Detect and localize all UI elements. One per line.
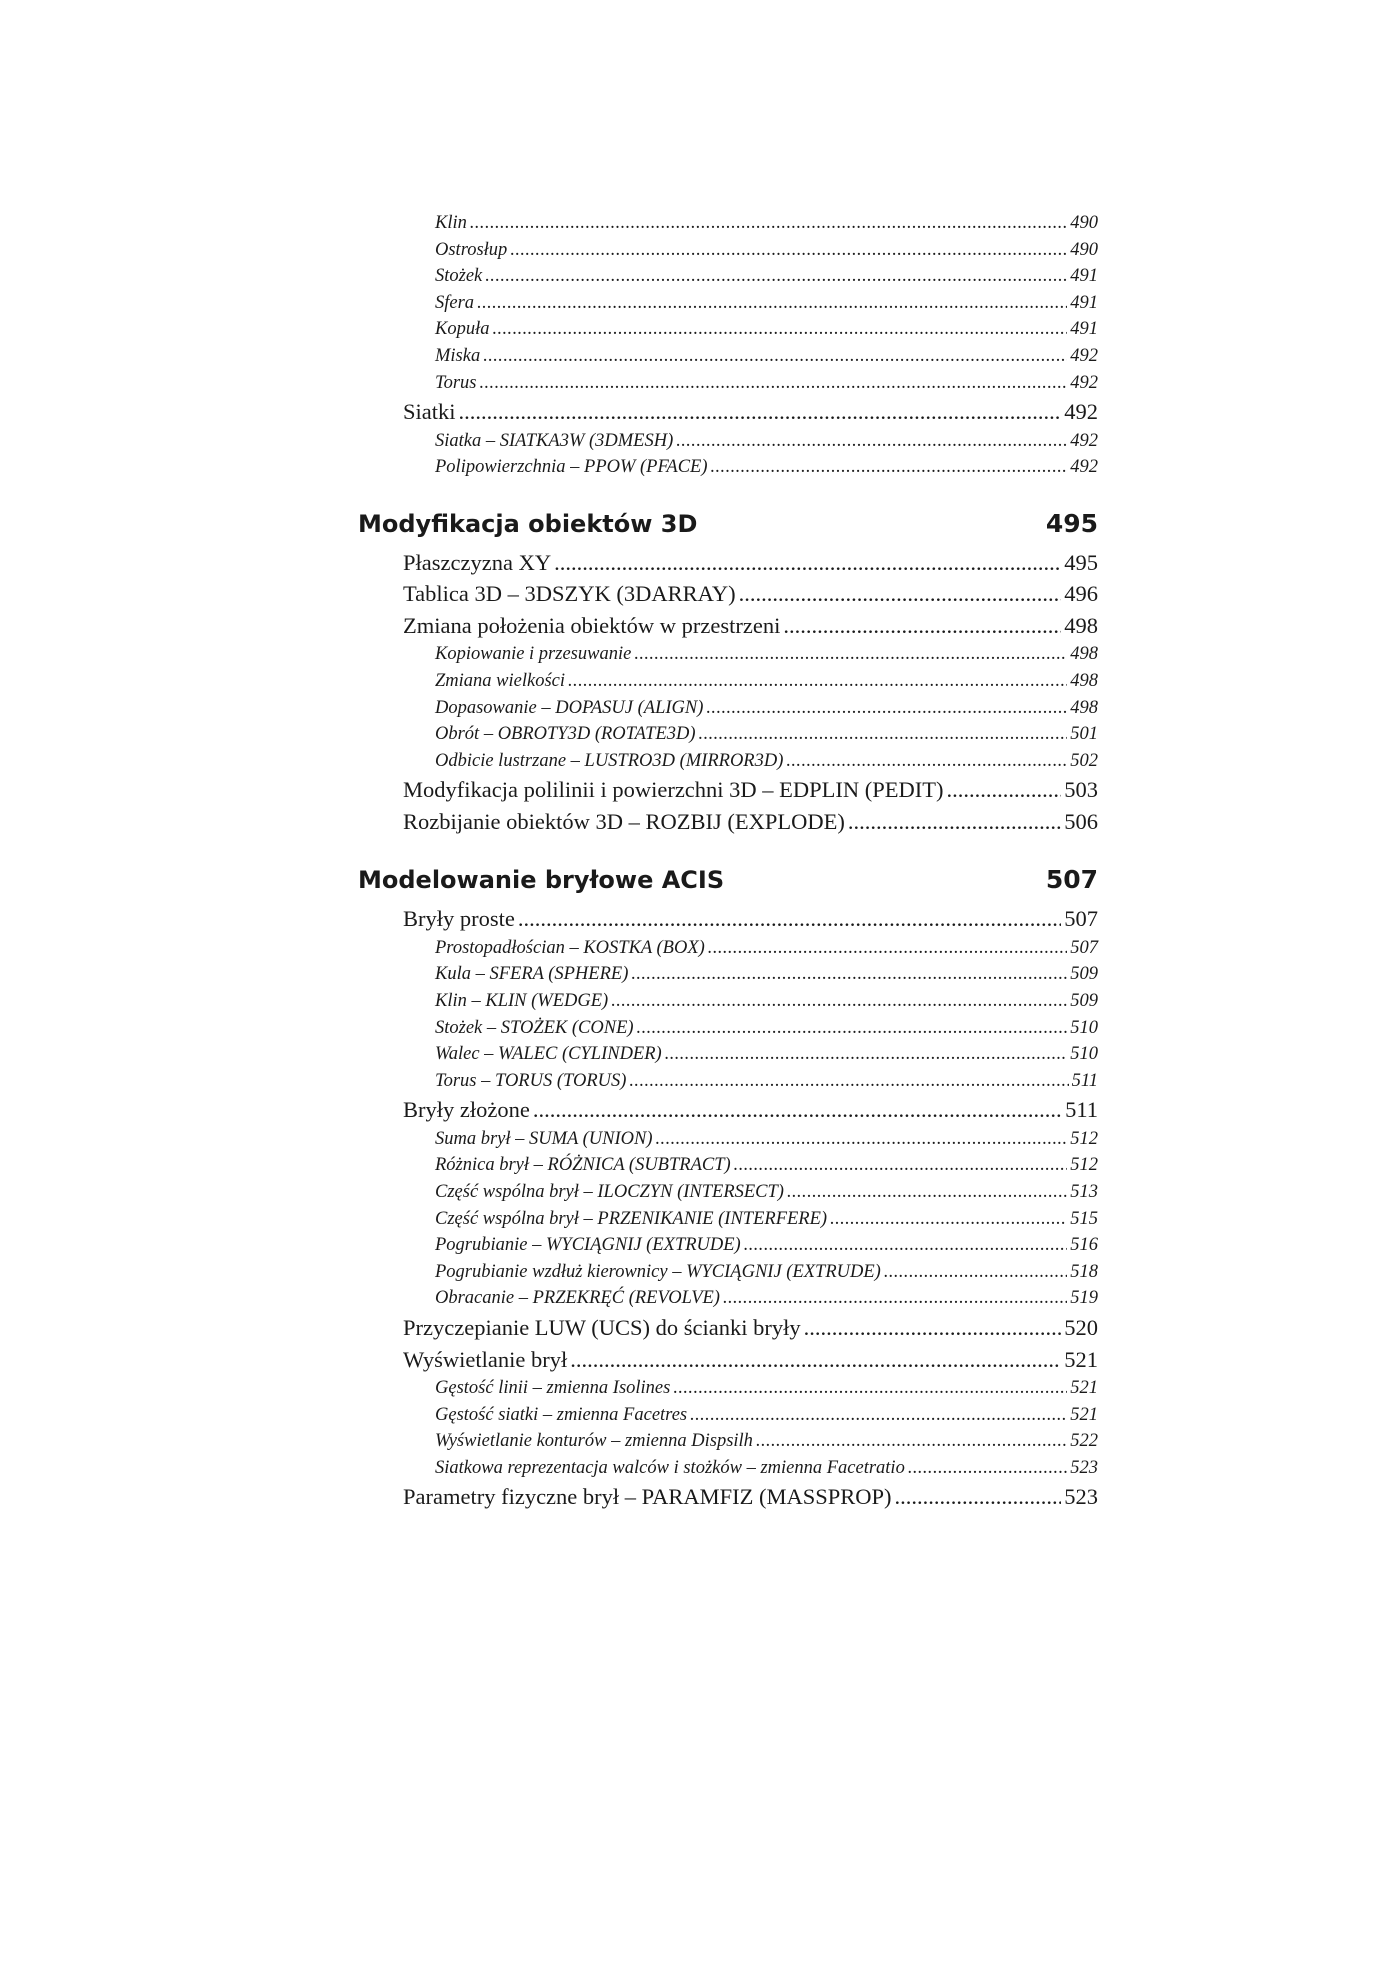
dot-leader: [830, 1206, 1067, 1233]
table-of-contents: [358, 210, 1098, 1513]
dot-leader: [711, 454, 1068, 481]
entry-page-number: 518: [1070, 1261, 1098, 1282]
entry-page-number: 503: [1064, 777, 1098, 803]
toc-section-entry[interactable]: [358, 1481, 1098, 1513]
entry-title: Gęstość linii – zmienna Isolines: [435, 1378, 671, 1399]
toc-subsection-entry[interactable]: [358, 316, 1098, 343]
toc-subsection-entry[interactable]: [358, 695, 1098, 722]
toc-section-entry[interactable]: [358, 774, 1098, 806]
toc-subsection-entry[interactable]: [358, 935, 1098, 962]
dot-leader: [570, 1344, 1061, 1376]
entry-page-number: 501: [1070, 724, 1098, 745]
toc-section-entry[interactable]: [358, 1094, 1098, 1126]
entry-title: Klin: [435, 213, 467, 233]
entry-page-number: 490: [1070, 213, 1098, 233]
toc-section-entry[interactable]: [358, 610, 1098, 642]
toc-section-entry[interactable]: [358, 1312, 1098, 1344]
toc-subsection-entry[interactable]: [358, 210, 1098, 237]
entry-page-number: 521: [1070, 1404, 1098, 1425]
dot-leader: [656, 1126, 1068, 1153]
toc-section-entry[interactable]: [358, 396, 1098, 428]
entry-page-number: 492: [1070, 457, 1098, 478]
dot-leader: [786, 748, 1067, 775]
chapter-heading: [358, 863, 1098, 897]
entry-page-number: 509: [1070, 964, 1098, 985]
entry-title: Kopiowanie i przesuwanie: [435, 644, 632, 665]
entry-title: Wyświetlanie konturów – zmienna Dispsilh: [435, 1431, 753, 1452]
chapter-title: Modyfikacja obiektów 3D: [358, 509, 698, 538]
dot-leader: [485, 263, 1067, 290]
entry-title: Dopasowanie – DOPASUJ (ALIGN): [435, 697, 704, 718]
dot-leader: [676, 428, 1067, 455]
toc-subsection-entry[interactable]: [358, 961, 1098, 988]
toc-subsection-entry[interactable]: [358, 1285, 1098, 1312]
dot-leader: [708, 935, 1067, 962]
toc-subsection-entry[interactable]: [358, 1041, 1098, 1068]
entry-page-number: 519: [1070, 1288, 1098, 1309]
entry-title: Przyczepianie LUW (UCS) do ścianki bryły: [403, 1315, 801, 1341]
chapter-heading: [358, 507, 1098, 541]
entry-page-number: 492: [1070, 372, 1098, 393]
entry-title: Torus: [435, 372, 477, 393]
dot-leader: [706, 695, 1067, 722]
entry-title: Obrót – OBROTY3D (ROTATE3D): [435, 724, 696, 745]
entry-page-number: 498: [1070, 644, 1098, 665]
dot-leader: [611, 988, 1067, 1015]
entry-page-number: 515: [1070, 1208, 1098, 1229]
entry-page-number: 510: [1070, 1044, 1098, 1065]
dot-leader: [568, 668, 1067, 695]
entry-title: Płaszczyzna XY: [403, 549, 552, 575]
entry-page-number: 492: [1064, 399, 1098, 425]
toc-subsection-entry[interactable]: [358, 343, 1098, 370]
entry-page-number: 495: [1064, 549, 1098, 575]
entry-page-number: 522: [1070, 1431, 1098, 1452]
dot-leader: [665, 1041, 1068, 1068]
dot-leader: [518, 903, 1061, 935]
entry-title: Prostopadłościan – KOSTKA (BOX): [435, 937, 705, 958]
entry-page-number: 491: [1070, 292, 1098, 313]
entry-title: Siatki: [403, 399, 456, 425]
dot-leader: [470, 210, 1067, 237]
entry-page-number: 520: [1064, 1315, 1098, 1341]
dot-leader: [629, 1068, 1068, 1095]
toc-section-entry[interactable]: [358, 547, 1098, 579]
dot-leader: [690, 1402, 1067, 1429]
chapter-page-number: 495: [1045, 508, 1098, 538]
dot-leader: [699, 721, 1068, 748]
entry-page-number: 511: [1071, 1070, 1098, 1091]
entry-page-number: 498: [1070, 670, 1098, 691]
dot-leader: [477, 290, 1067, 317]
entry-title: Wyświetlanie brył: [403, 1346, 568, 1372]
entry-title: Bryły złożone: [403, 1097, 530, 1123]
entry-page-number: 492: [1070, 430, 1098, 451]
entry-page-number: 491: [1070, 266, 1098, 287]
entry-title: Ostrosłup: [435, 239, 508, 260]
toc-section-entry[interactable]: [358, 903, 1098, 935]
dot-leader: [884, 1259, 1067, 1286]
entry-title: Siatka – SIATKA3W (3DMESH): [435, 430, 674, 451]
toc-subsection-entry[interactable]: [358, 1375, 1098, 1402]
entry-title: Kopuła: [435, 319, 490, 340]
entry-title: Parametry fizyczne brył – PARAMFIZ (MASSPROP): [403, 1484, 892, 1510]
toc-subsection-entry[interactable]: [358, 721, 1098, 748]
toc-subsection-entry[interactable]: [358, 454, 1098, 481]
entry-page-number: 491: [1070, 319, 1098, 340]
dot-leader: [895, 1481, 1062, 1513]
entry-title: Zmiana położenia obiektów w przestrzeni: [403, 612, 781, 638]
entry-page-number: 521: [1070, 1378, 1098, 1399]
toc-subsection-entry[interactable]: [358, 1232, 1098, 1259]
dot-leader: [756, 1428, 1067, 1455]
chapter-title: Modelowanie bryłowe ACIS: [358, 866, 725, 895]
entry-page-number: 502: [1070, 750, 1098, 771]
entry-page-number: 498: [1070, 697, 1098, 718]
entry-title: Klin – KLIN (WEDGE): [435, 991, 609, 1011]
entry-title: Rozbijanie obiektów 3D – ROZBIJ (EXPLODE): [403, 808, 845, 834]
toc-section-entry[interactable]: [358, 578, 1098, 610]
dot-leader: [459, 396, 1062, 428]
dot-leader: [804, 1312, 1062, 1344]
chapter-page-number: 507: [1045, 865, 1098, 895]
entry-page-number: 512: [1070, 1128, 1098, 1149]
entry-page-number: 511: [1065, 1097, 1098, 1123]
entry-title: Torus – TORUS (TORUS): [435, 1070, 627, 1091]
entry-title: Polipowierzchnia – PPOW (PFACE): [435, 457, 708, 478]
toc-subsection-entry[interactable]: [358, 988, 1098, 1015]
entry-title: Gęstość siatki – zmienna Facetres: [435, 1404, 688, 1425]
entry-page-number: 523: [1070, 1457, 1098, 1478]
toc-section-entry[interactable]: [358, 1344, 1098, 1376]
toc-subsection-entry[interactable]: [358, 1152, 1098, 1179]
toc-subsection-entry[interactable]: [358, 1179, 1098, 1206]
dot-leader: [483, 343, 1067, 370]
dot-leader: [908, 1455, 1067, 1482]
dot-leader: [723, 1285, 1067, 1312]
entry-title: Kula – SFERA (SPHERE): [435, 964, 629, 985]
toc-subsection-entry[interactable]: [358, 1015, 1098, 1042]
toc-subsection-entry[interactable]: [358, 1259, 1098, 1286]
toc-subsection-entry[interactable]: [358, 1428, 1098, 1455]
entry-page-number: 512: [1070, 1155, 1098, 1176]
dot-leader: [734, 1152, 1068, 1179]
entry-title: Obracanie – PRZEKRĘĆ (REVOLVE): [435, 1288, 720, 1309]
toc-subsection-entry[interactable]: [358, 370, 1098, 397]
entry-title: Różnica brył – RÓŻNICA (SUBTRACT): [435, 1155, 731, 1176]
entry-title: Odbicie lustrzane – LUSTRO3D (MIRROR3D): [435, 750, 784, 771]
entry-title: Część wspólna brył – PRZENIKANIE (INTERFERE): [435, 1208, 828, 1229]
entry-title: Walec – WALEC (CYLINDER): [435, 1044, 662, 1065]
entry-title: Stożek – STOŻEK (CONE): [435, 1017, 634, 1038]
entry-title: Pogrubianie – WYCIĄGNIJ (EXTRUDE): [435, 1235, 741, 1256]
toc-subsection-entry[interactable]: [358, 1402, 1098, 1429]
toc-subsection-entry[interactable]: [358, 428, 1098, 455]
entry-page-number: 507: [1070, 937, 1098, 958]
dot-leader: [739, 578, 1062, 610]
dot-leader: [480, 370, 1068, 397]
toc-subsection-entry[interactable]: [358, 1206, 1098, 1233]
entry-page-number: 510: [1070, 1017, 1098, 1038]
toc-subsection-entry[interactable]: [358, 237, 1098, 264]
toc-subsection-entry[interactable]: [358, 1126, 1098, 1153]
entry-title: Suma brył – SUMA (UNION): [435, 1128, 653, 1149]
entry-page-number: 496: [1064, 581, 1098, 607]
entry-title: Tablica 3D – 3DSZYK (3DARRAY): [403, 581, 736, 607]
entry-page-number: 523: [1064, 1484, 1098, 1510]
dot-leader: [631, 961, 1067, 988]
dot-leader: [787, 1179, 1067, 1206]
dot-leader: [634, 641, 1067, 668]
entry-title: Sfera: [435, 292, 475, 313]
dot-leader: [947, 774, 1062, 806]
entry-title: Zmiana wielkości: [435, 670, 566, 691]
entry-title: Część wspólna brył – ILOCZYN (INTERSECT): [435, 1182, 784, 1203]
dot-leader: [554, 547, 1061, 579]
entry-page-number: 509: [1070, 991, 1098, 1011]
entry-title: Stożek: [435, 266, 483, 287]
entry-page-number: 490: [1070, 239, 1098, 260]
dot-leader: [510, 237, 1067, 264]
entry-title: Pogrubianie wzdłuż kierownicy – WYCIĄGNIJ (EXTRUDE): [435, 1261, 881, 1282]
dot-leader: [637, 1015, 1068, 1042]
entry-page-number: 492: [1070, 345, 1098, 366]
toc-subsection-entry[interactable]: [358, 290, 1098, 317]
entry-page-number: 521: [1064, 1346, 1098, 1372]
entry-page-number: 498: [1064, 612, 1098, 638]
dot-leader: [673, 1375, 1067, 1402]
toc-subsection-entry[interactable]: [358, 668, 1098, 695]
entry-page-number: 507: [1064, 906, 1098, 932]
toc-subsection-entry[interactable]: [358, 263, 1098, 290]
dot-leader: [848, 806, 1061, 838]
entry-page-number: 516: [1070, 1235, 1098, 1256]
toc-subsection-entry[interactable]: [358, 1455, 1098, 1482]
entry-title: Miska: [435, 345, 481, 366]
entry-page-number: 506: [1064, 808, 1098, 834]
dot-leader: [492, 316, 1067, 343]
entry-title: Bryły proste: [403, 906, 515, 932]
entry-page-number: 513: [1070, 1182, 1098, 1203]
toc-subsection-entry[interactable]: [358, 641, 1098, 668]
dot-leader: [783, 610, 1061, 642]
dot-leader: [744, 1232, 1068, 1259]
dot-leader: [533, 1094, 1062, 1126]
entry-title: Siatkowa reprezentacja walców i stożków – zmienna Facetratio: [435, 1457, 905, 1478]
toc-subsection-entry[interactable]: [358, 1068, 1098, 1095]
entry-title: Modyfikacja polilinii i powierzchni 3D – EDPLIN (PEDIT): [403, 777, 944, 803]
toc-section-entry[interactable]: [358, 806, 1098, 838]
toc-subsection-entry[interactable]: [358, 748, 1098, 775]
